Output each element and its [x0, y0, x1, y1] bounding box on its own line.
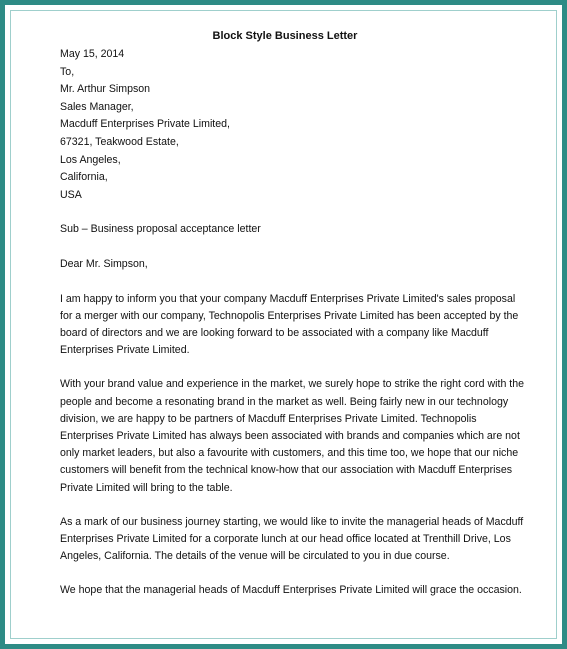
letter-title: Block Style Business Letter [212, 30, 358, 42]
paragraph-line: for a merger with our company, Technopolis Enterprises Private Limited has been accepted by the [60, 309, 519, 322]
letter-to: To, [60, 65, 75, 78]
address-line: Macduff Enterprises Private Limited, [60, 118, 230, 131]
body-paragraph-2 [60, 376, 525, 496]
paragraph-line: Enterprises Private Limited for a corporate lunch at our head office located at Trenthill Drive, Los [60, 532, 511, 545]
letter-document [60, 30, 525, 600]
paragraph-line: With your brand value and experience in the market, we surely hope to strike the right cord with the [60, 378, 525, 391]
paragraph-line: As a mark of our business journey starting, we would like to invite the managerial heads of Macduff [60, 515, 524, 528]
paragraph-line: Angeles, California. The details of the venue will be circulated to you in due course. [60, 550, 450, 563]
address-line: Los Angeles, [60, 153, 121, 166]
address-line: USA [60, 188, 82, 201]
address-line: California, [60, 171, 108, 184]
paragraph-line: board of directors and we are looking forward to be associated with a company like Macduff [60, 326, 489, 339]
paragraph-line: I am happy to inform you that your company Macduff Enterprises Private Limited's sales proposal [60, 292, 516, 305]
letter-subject: Sub – Business proposal acceptance letter [60, 223, 261, 236]
recipient-address-block [60, 81, 520, 204]
paragraph-line: people and become a resonating brand in the market as well. Being fairly new in our technology [60, 395, 509, 408]
paragraph-line: only market leaders, but also a favourite with customers, and this time too, we hope that our niche [60, 447, 519, 460]
letter-salutation: Dear Mr. Simpson, [60, 257, 148, 270]
address-line: Sales Manager, [60, 100, 134, 113]
body-paragraph-1 [60, 291, 520, 360]
letter-date: May 15, 2014 [60, 48, 125, 60]
paragraph-line: We hope that the managerial heads of Macduff Enterprises Private Limited will grace the occasion. [60, 584, 522, 597]
paragraph-line: Private Limited will bring to the table. [60, 481, 233, 494]
body-paragraph-4 [60, 582, 520, 599]
paragraph-line: Enterprises Private Limited. [60, 344, 190, 357]
address-line: 67321, Teakwood Estate, [60, 135, 179, 148]
address-line: Mr. Arthur Simpson [60, 83, 151, 96]
paragraph-line: Enterprises Private Limited has always been associated with brands and companies which are not [60, 429, 520, 442]
paragraph-line: division, we are happy to be partners of Macduff Enterprises Private Limited. Technopolis [60, 412, 477, 425]
paragraph-line: customers will benefit from the technical know-how that our association with Macduff Enterprises [60, 464, 513, 477]
body-paragraph-3 [60, 514, 524, 566]
